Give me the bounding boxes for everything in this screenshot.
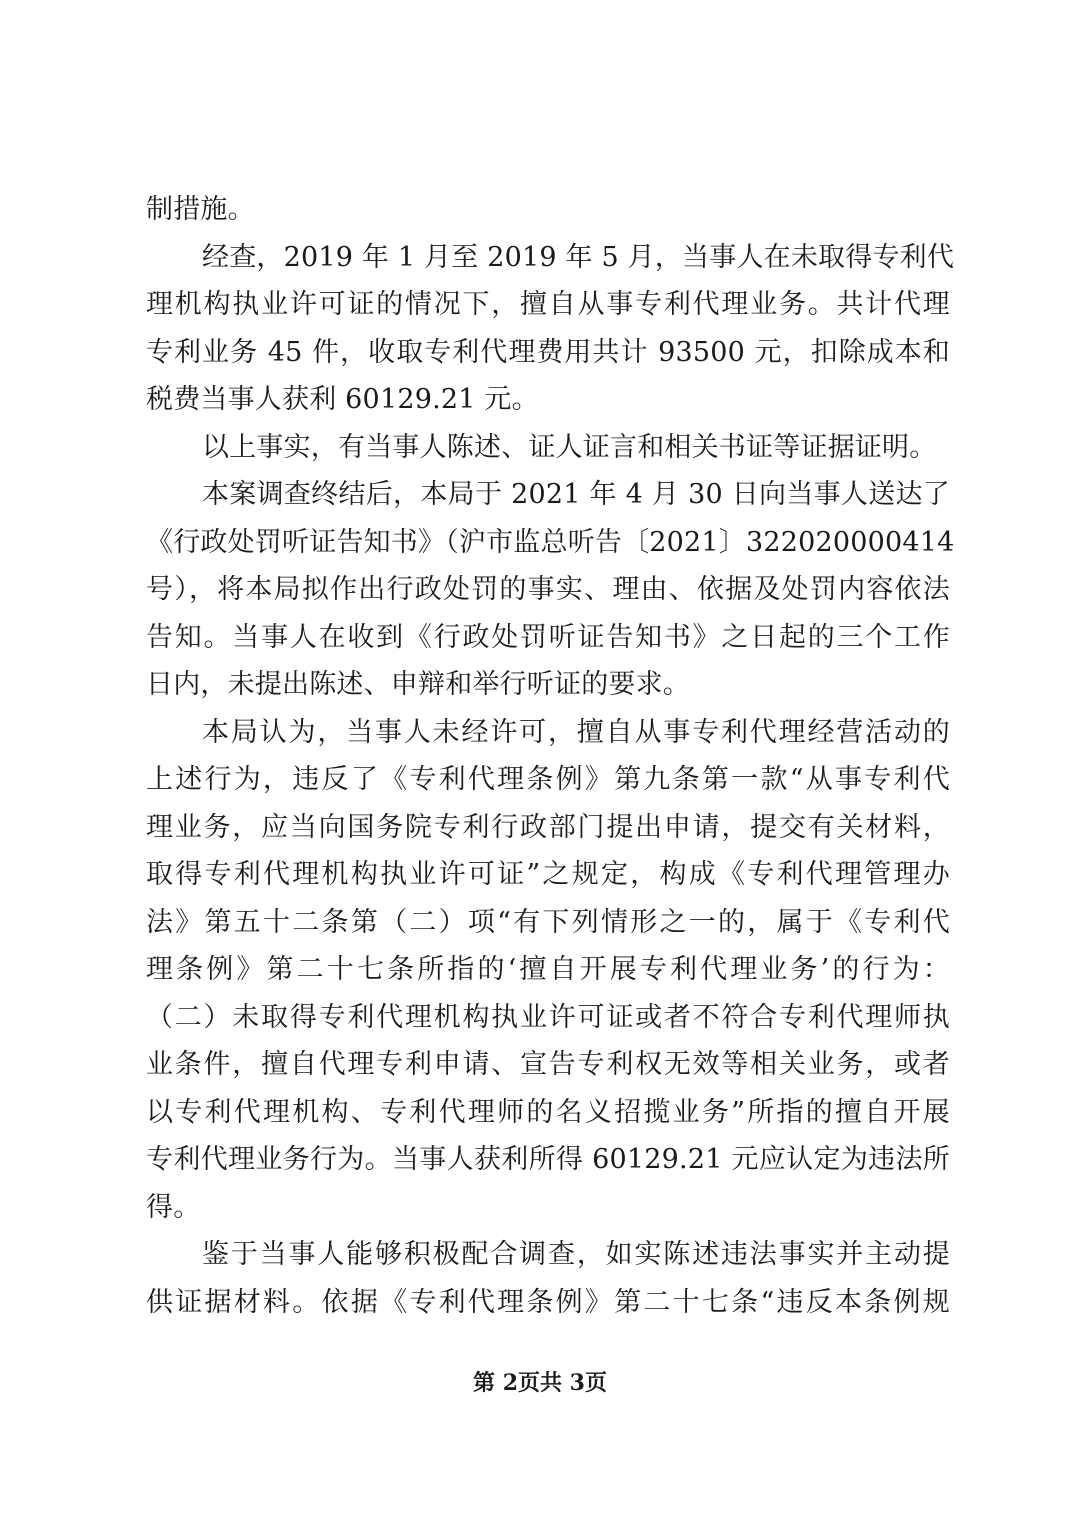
text-line: 制措施。 (146, 194, 255, 225)
text-line: 经查，2019 年 1 月至 2019 年 5 月，当事人在未取得专利代 (202, 241, 955, 273)
text-line: 得。 (146, 1191, 201, 1223)
text-line: 以上事实，有当事人陈述、证人证言和相关书证等证据证明。 (202, 431, 937, 463)
text-line: 专利业务 45 件，收取专利代理费用共计 93500 元，扣除成本和 (146, 336, 950, 368)
text-line: 供证据材料。依据《专利代理条例》第二十七条“违反本条例规 (146, 1286, 950, 1318)
text-line: 税费当事人获利 60129.21 元。 (146, 384, 539, 415)
text-line: 本案调查终结后，本局于 2021 年 4 月 30 日向当事人送达了 (202, 479, 950, 510)
text-line: 理条例》第二十七条所指的‘擅自开展专利代理业务’的行为： (146, 954, 950, 985)
text-line: 号），将本局拟作出行政处罚的事实、理由、依据及处罚内容依法 (146, 574, 950, 605)
text-line: 日内，未提出陈述、申辩和举行听证的要求。 (146, 669, 690, 700)
text-line: 理业务，应当向国务院专利行政部门提出申请，提交有关材料， (146, 811, 950, 843)
text-line: 理机构执业许可证的情况下，擅自从事专利代理业务。共计代理 (146, 289, 950, 320)
text-line: 鉴于当事人能够积极配合调查，如实陈述违法事实并主动提 (202, 1239, 950, 1270)
text-line: 上述行为，违反了《专利代理条例》第九条第一款“从事专利代 (146, 764, 950, 795)
text-line: 专利代理业务行为。当事人获利所得 60129.21 元应认定为违法所 (146, 1144, 950, 1175)
text-line: 本局认为，当事人未经许可，擅自从事专利代理经营活动的 (202, 716, 950, 748)
page-number-footer: 第 2页共 3页 (473, 1370, 607, 1396)
text-line: 告知。当事人在收到《行政处罚听证告知书》之日起的三个工作 (146, 621, 950, 653)
text-line: 取得专利代理机构执业许可证”之规定，构成《专利代理管理办 (146, 859, 950, 890)
text-line: 以专利代理机构、专利代理师的名义招揽业务”所指的擅自开展 (146, 1096, 950, 1128)
text-line: 《行政处罚听证告知书》（沪市监总听告〔2021〕322020000414 (146, 526, 955, 558)
text-line: 法》第五十二条第（二）项“有下列情形之一的，属于《专利代 (146, 906, 950, 938)
text-line: （二）未取得专利代理机构执业许可证或者不符合专利代理师执 (146, 1001, 950, 1033)
text-line: 业条件，擅自代理专利申请、宣告专利权无效等相关业务，或者 (146, 1049, 950, 1080)
document-body (146, 186, 955, 1326)
